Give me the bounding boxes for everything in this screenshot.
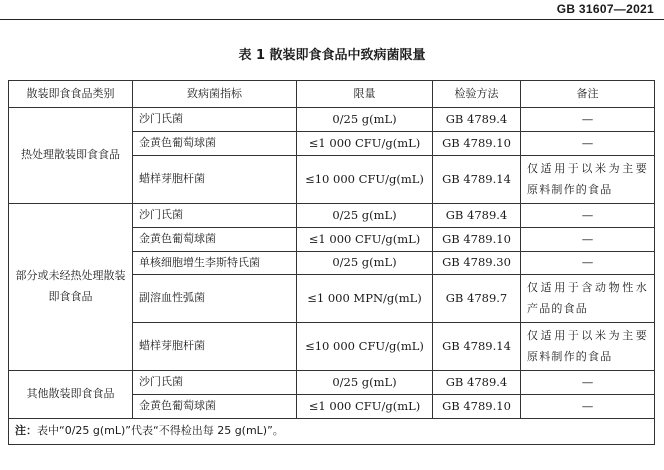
method-cell: GB 4789.10 (433, 228, 521, 252)
limit-cell: ≤10 000 CFU/g(mL) (297, 156, 433, 204)
table-row (9, 371, 655, 395)
header-limit: 限量 (297, 81, 433, 108)
method-cell: GB 4789.4 (433, 371, 521, 395)
method-cell: GB 4789.30 (433, 252, 521, 275)
remark-cell: — (521, 108, 655, 132)
pathogen-cell: 金黄色葡萄球菌 (133, 395, 297, 419)
table-row (9, 108, 655, 132)
remark-cell: 仅适用于含动物性水产品的食品 (521, 275, 655, 323)
limit-cell: ≤1 000 CFU/g(mL) (297, 132, 433, 156)
pathogen-cell: 金黄色葡萄球菌 (133, 132, 297, 156)
remark-cell: — (521, 252, 655, 275)
pathogen-cell: 蜡样芽胞杆菌 (133, 323, 297, 371)
remark-cell: — (521, 228, 655, 252)
limit-cell: ≤10 000 CFU/g(mL) (297, 323, 433, 371)
header-category: 散装即食食品类别 (9, 81, 133, 108)
pathogen-limits-table (8, 80, 655, 445)
category-cell: 热处理散装即食食品 (9, 108, 133, 204)
method-cell: GB 4789.4 (433, 108, 521, 132)
header-remark: 备注 (521, 81, 655, 108)
limit-cell: ≤1 000 MPN/g(mL) (297, 275, 433, 323)
table-note (9, 419, 655, 445)
remark-cell: — (521, 204, 655, 228)
header-method: 检验方法 (433, 81, 521, 108)
limit-cell: 0/25 g(mL) (297, 204, 433, 228)
table-note-row (9, 419, 655, 445)
limit-cell: ≤1 000 CFU/g(mL) (297, 228, 433, 252)
pathogen-cell: 沙门氏菌 (133, 108, 297, 132)
method-cell: GB 4789.4 (433, 204, 521, 228)
table-header-row (9, 81, 655, 108)
note-label: 注： (15, 424, 37, 438)
pathogen-cell: 蜡样芽胞杆菌 (133, 156, 297, 204)
method-cell: GB 4789.7 (433, 275, 521, 323)
limit-cell: ≤1 000 CFU/g(mL) (297, 395, 433, 419)
header-rule (0, 19, 664, 20)
remark-cell: 仅适用于以米为主要原料制作的食品 (521, 156, 655, 204)
pathogen-cell: 沙门氏菌 (133, 204, 297, 228)
remark-cell: 仅适用于以米为主要原料制作的食品 (521, 323, 655, 371)
limit-cell: 0/25 g(mL) (297, 108, 433, 132)
pathogen-cell: 副溶血性弧菌 (133, 275, 297, 323)
method-cell: GB 4789.10 (433, 132, 521, 156)
method-cell: GB 4789.10 (433, 395, 521, 419)
pathogen-cell: 金黄色葡萄球菌 (133, 228, 297, 252)
document-code: GB 31607—2021 (556, 2, 654, 16)
remark-cell: — (521, 132, 655, 156)
header-pathogen: 致病菌指标 (133, 81, 297, 108)
category-cell: 部分或未经热处理散装即食食品 (9, 204, 133, 371)
pathogen-cell: 单核细胞增生李斯特氏菌 (133, 252, 297, 275)
note-text: 表中“0/25 g(mL)”代表“不得检出每 25 g(mL)”。 (37, 424, 284, 438)
remark-cell: — (521, 371, 655, 395)
table-row (9, 204, 655, 228)
table-title: 表 1 散装即食食品中致病菌限量 (238, 48, 426, 63)
method-cell: GB 4789.14 (433, 156, 521, 204)
pathogen-cell: 沙门氏菌 (133, 371, 297, 395)
limit-cell: 0/25 g(mL) (297, 252, 433, 275)
category-cell: 其他散装即食食品 (9, 371, 133, 419)
method-cell: GB 4789.14 (433, 323, 521, 371)
remark-cell: — (521, 395, 655, 419)
limit-cell: 0/25 g(mL) (297, 371, 433, 395)
